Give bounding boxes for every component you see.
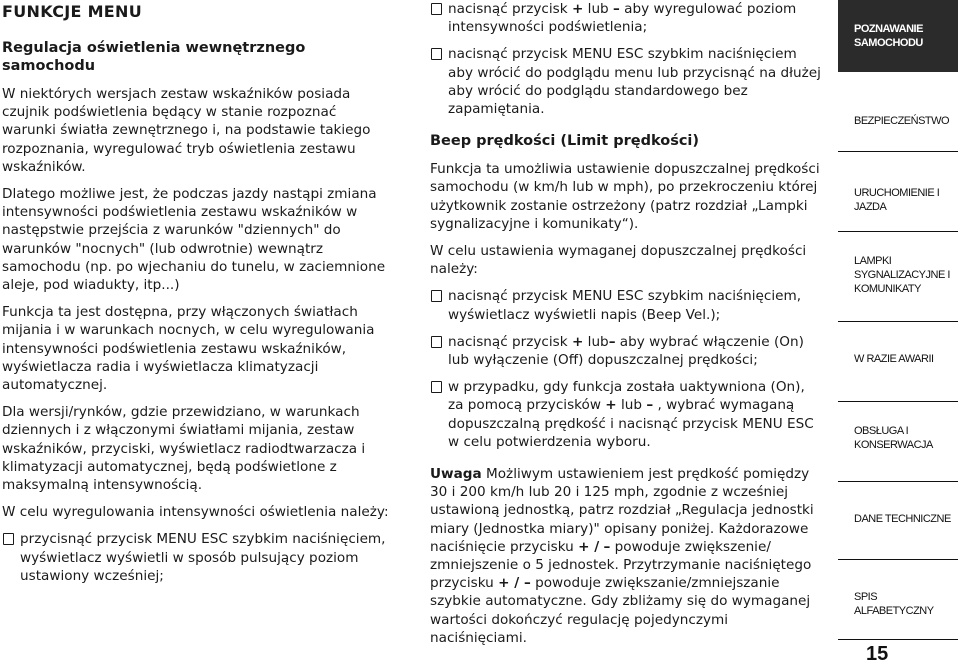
paragraph: Funkcja ta umożliwia ustawienie dopuszczalnej prędkości samochodu (w km/h lub w mph), po przekroczeniu której użytkownik zostanie ostrzeżony (patrz rozdział „Lampki sygnalizacyjne i komunikaty“). <box>430 161 820 232</box>
subheading-interior-lighting: Regulacja oświetlenia wewnętrznego samochodu <box>2 40 306 74</box>
left-column <box>2 0 394 594</box>
tab-w-razie-awarii[interactable]: W RAZIE AWARII <box>838 322 958 402</box>
tab-spis-alfabetyczny[interactable]: SPIS ALFABETYCZNY <box>838 560 958 640</box>
chapter-tabs <box>838 0 960 640</box>
bullet-item: nacisnąć przycisk + lub– aby wybrać włączenie (On) lub wyłączenie (Off) dopuszczalnej prędkości; <box>430 333 822 369</box>
paragraph: Dlatego możliwe jest, że podczas jazdy nastąpi zmiana intensywności podświetlenia zestawu wskaźników w następstwie przejścia z warunków "dziennych" do warunków "nocnych" (lub odwrotnie) wewnątrz samochodu (np. po wjechaniu do tunelu, w zaciemnione aleje, pod wiadukty, itp...) <box>2 186 386 294</box>
tab-poznawanie-samochodu[interactable]: POZNAWANIE SAMOCHODU <box>838 0 958 72</box>
bullet-item: w przypadku, gdy funkcja została uaktywniona (On), za pomocą przycisków + lub – , wybrać wymaganą dopuszczalną prędkość i nacisnąć przycisk MENU ESC w celu potwierdzenia wyboru. <box>430 378 822 451</box>
tab-dane-techniczne[interactable]: DANE TECHNICZNE <box>838 482 958 560</box>
paragraph: Funkcja ta jest dostępna, przy włączonych światłach mijania i w warunkach nocnych, w celu wyregulowania intensywności podświetlenia zestawu wskaźników, wyświetlacza radia i wyświetlacza klimatyzacji automatycznej. <box>2 304 375 394</box>
paragraph: W celu ustawienia wymaganej dopuszczalnej prędkości należy: <box>430 243 807 278</box>
page-number: 15 <box>866 643 889 665</box>
note-paragraph: Uwaga Możliwym ustawieniem jest prędkość pomiędzy 30 i 200 km/h lub 20 i 125 mph, zgodnie z wcześniej ustawioną jednostką, patrz rozdział „Regulacja jednostki miary (Jednostka miary)" opisany poniżej. Każdorazowe naciśnięcie przycisku + / – powoduje zwiększenie/ zmniejszenie o 5 jednostek. Przytrzymanie naciśniętego przycisku + / – powoduje zwiększanie/zmniejszanie szybkie automatyczne. Gdy zbliżamy się do wymaganej wartości dokończyć regulację pojedynczymi naciśnięciami. <box>430 466 814 646</box>
bullet-item: nacisnąć przycisk MENU ESC szybkim naciśnięciem, wyświetlacz wyświetli napis (Beep Vel.); <box>430 287 822 323</box>
tab-uruchomienie-i-jazda[interactable]: URUCHOMIENIE I JAZDA <box>838 152 958 232</box>
bullet-item: nacisnąć przycisk MENU ESC szybkim naciśnięciem aby wrócić do podglądu menu lub przycisnąć na dłużej aby wrócić do podglądu standardowego bez zapamiętania. <box>430 45 822 118</box>
tab-bezpieczenstwo[interactable]: BEZPIECZEŃSTWO <box>838 72 958 152</box>
middle-column <box>430 0 822 656</box>
bullet-item: przycisnąć przycisk MENU ESC szybkim naciśnięciem, wyświetlacz wyświetli w sposób pulsujący poziom ustawiony wcześniej; <box>2 530 394 585</box>
subheading-speed-beep: Beep prędkości (Limit prędkości) <box>430 133 700 150</box>
paragraph: W niektórych wersjach zestaw wskaźników posiada czujnik podświetlenia będący w stanie rozpoznać warunki światła zewnętrznego i, na podstawie takiego rozpoznania, wyregulować tryb oświetlenia zestawu wskaźników. <box>2 86 371 175</box>
tab-obsluga-i-konserwacja[interactable]: OBSŁUGA I KONSERWACJA <box>838 402 958 482</box>
bullet-item: nacisnąć przycisk + lub – aby wyregulować poziom intensywności podświetlenia; <box>430 0 822 36</box>
section-title: FUNKCJE MENU <box>2 2 143 21</box>
paragraph: W celu wyregulowania intensywności oświetlenia należy: <box>2 504 389 521</box>
tab-lampki-sygnalizacyjne[interactable]: LAMPKI SYGNALIZACYJNE I KOMUNIKATY <box>838 232 958 322</box>
paragraph: Dla wersji/rynków, gdzie przewidziano, w warunkach dziennych i z włączonymi światłami mijania, zestaw wskaźników, przyciski, wyświetlacz radiodtwarzacza i klimatyzacji automatycznej, będą podświetlone z maksymalną intensywnością. <box>2 404 366 494</box>
